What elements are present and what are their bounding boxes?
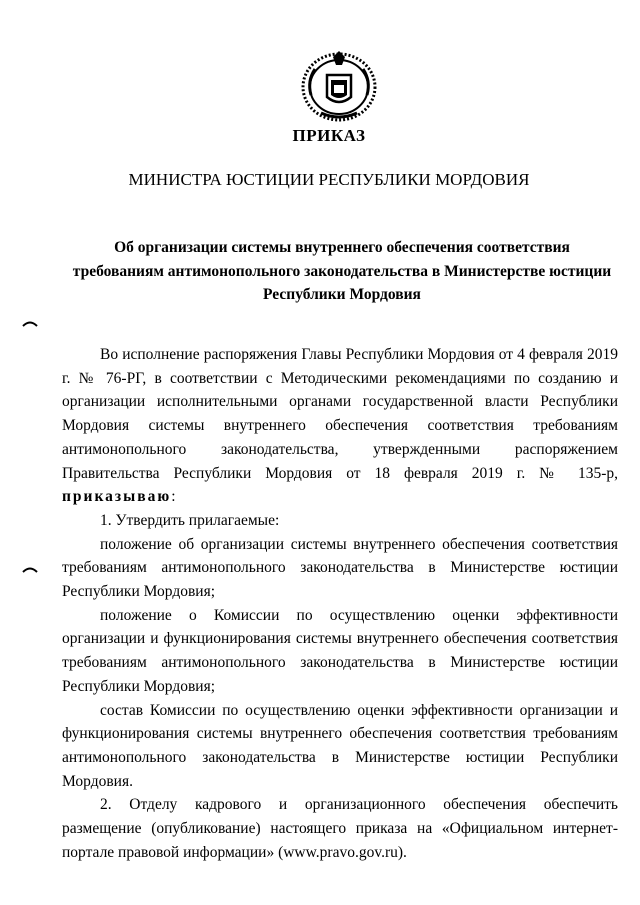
order-word: приказываю bbox=[62, 488, 172, 506]
hole-punch-mark bbox=[22, 565, 38, 573]
document-body bbox=[62, 343, 618, 864]
order-suffix: : bbox=[171, 488, 176, 506]
preamble-paragraph bbox=[62, 343, 618, 509]
item-2: 2. Отделу кадрового и организационного обеспечения обеспечить размещение (опубликование) настоящего приказа на «Официальном интернет-портале правовой информации» (www.pravo.gov.ru). bbox=[62, 796, 618, 861]
preamble-text: Во исполнение распоряжения Главы Республики Мордовия от 4 февраля 2019 г. № 76-РГ, в соответствии с Методическими рекомендациями по созданию и организации исполнительными органами государственной власти Республики Мордовия системы внутреннего обеспечения соответствия требованиям антимонопольного законодательства, утвержденными распоряжением Правительства Республики Мордовия от 18 февраля 2019 г. № 135-р, bbox=[62, 346, 618, 482]
item-1-b: положение о Комиссии по осуществлению оценки эффективности организации и функционирования системы внутреннего обеспечения соответствия требованиям антимонопольного законодательства в Министерстве юстиции Республики Мордовия; bbox=[62, 606, 618, 695]
title-line-1: Об организации системы внутреннего обеспечения соответствия bbox=[114, 239, 570, 256]
title-line-3: Республики Мордовия bbox=[263, 286, 421, 303]
coat-of-arms-emblem bbox=[297, 45, 381, 125]
document-title bbox=[62, 236, 622, 307]
title-line-2: требованиям антимонопольного законодательства в Министерстве юстиции bbox=[72, 262, 612, 280]
hole-punch-mark bbox=[22, 319, 38, 327]
item-1: 1. Утвердить прилагаемые: bbox=[100, 511, 280, 529]
item-1-c: состав Комиссии по осуществлению оценки эффективности организации и функционирования системы внутреннего обеспечения соответствия требованиям антимонопольного законодательства в Министерстве юстиции Республики Мордовия. bbox=[62, 701, 618, 790]
document-type: ПРИКАЗ bbox=[292, 126, 366, 145]
item-1-a: положение об организации системы внутреннего обеспечения соответствия требованиям антимонопольного законодательства в Министерстве юстиции Республики Мордовия; bbox=[62, 535, 618, 601]
issuer-line: МИНИСТРА ЮСТИЦИИ РЕСПУБЛИКИ МОРДОВИЯ bbox=[128, 170, 530, 189]
